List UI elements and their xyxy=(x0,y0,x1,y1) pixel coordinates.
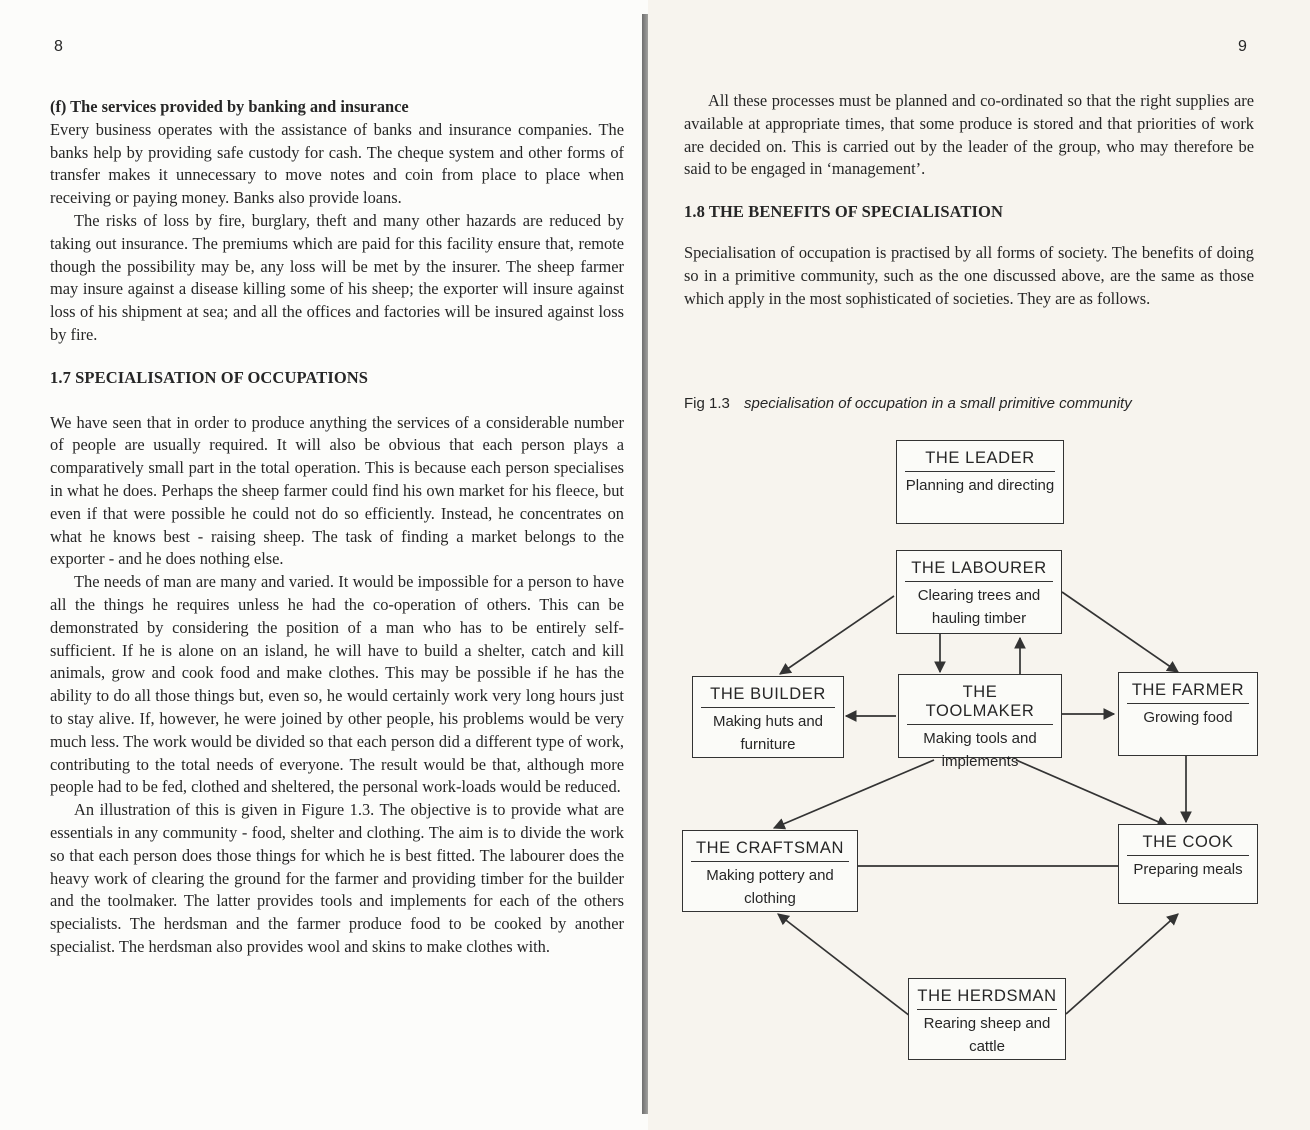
page-number-right: 9 xyxy=(1238,38,1247,55)
box-craftsman-desc: Making pottery and clothing xyxy=(706,867,834,907)
section-1-7-paragraph-2: The needs of man are many and varied. It would be impossible for a person to have all the things he requires unless he had the co-operation of others. This can be demonstrated by considering the position of a man who has to be entirely self-sufficient. If he is alone on an island, he will have to build a shelter, catch and kill animals, grow and cook food and make clothes. This may be possible if he has the ability to do all those things but, even so, he would certainly work very long hours just to stay alive. If, however, he were joined by other people, his problems would be very much less. The work would be divided so that each person did a different type of work, contributing to the total needs of everyone. The result would be that, although more people had to be fed, clothed and sheltered, the personal work-loads would be reduced. xyxy=(50,572,624,797)
box-craftsman xyxy=(682,830,858,912)
figure-label: Fig 1.3 xyxy=(684,395,730,412)
box-leader-title: THE LEADER xyxy=(905,441,1055,472)
box-builder-desc: Making huts and furniture xyxy=(712,713,824,753)
box-cook-desc: Preparing meals xyxy=(1133,861,1243,878)
box-cook-title: THE COOK xyxy=(1127,825,1249,856)
box-toolmaker xyxy=(898,674,1062,770)
section-1-8-heading: 1.8 THE BENEFITS OF SPECIALISATION xyxy=(684,202,1003,222)
box-herdsman-desc: Rearing sheep and cattle xyxy=(923,1015,1051,1055)
section-f-paragraph-2: The risks of loss by fire, burglary, theft and many other hazards are reduced by taking out insurance. The premiums which are paid for this facility ensure that, remote though the possibility may be, any loss will be met by the insurer. The sheep farmer may insure against a disease killing some of his sheep; the exporter will insure against loss of his shipment at sea; and all the offices and factories will be insured against loss by fire. xyxy=(50,210,624,344)
section-f-heading: (f) The services provided by banking and insurance xyxy=(50,97,409,116)
arrow-herdsman-to-craftsman xyxy=(778,914,910,1016)
box-herdsman xyxy=(908,978,1066,1060)
box-farmer-desc: Growing food xyxy=(1143,709,1233,726)
box-builder xyxy=(692,676,844,758)
box-leader xyxy=(896,440,1064,524)
section-1-7-heading: 1.7 SPECIALISATION OF OCCUPATIONS xyxy=(50,367,369,387)
intro-paragraph: All these processes must be planned and co-ordinated so that the right supplies are available at appropriate times, that some produce is stored and that priorities of work are decided on. This is carried out by the leader of the group, who may therefore be said to be engaged in ‘management’. xyxy=(684,91,1254,179)
arrow-herdsman-to-cook xyxy=(1066,914,1178,1014)
box-herdsman-title: THE HERDSMAN xyxy=(917,979,1057,1010)
box-farmer xyxy=(1118,672,1258,756)
right-page xyxy=(648,0,1310,1130)
box-labourer xyxy=(896,550,1062,634)
arrow-labourer-to-farmer xyxy=(1062,592,1178,672)
box-labourer-title: THE LABOURER xyxy=(905,551,1053,582)
section-1-7-paragraph-3: An illustration of this is given in Figure 1.3. The objective is to provide what are essentials in any community - food, shelter and clothing. The aim is to divide the work so that each person does those things for which he is best fitted. The labourer does the heavy work of clearing the ground for the farmer and providing timber for the builder and the toolmaker. The latter provides tools and implements for each of the others specialists. The herdsman and the farmer produce food to be cooked by another specialist. The herdsman also provides wool and skins to make clothes with. xyxy=(50,800,624,956)
box-toolmaker-desc: Making tools and implements xyxy=(923,730,1037,770)
section-1-7-paragraph-1: We have seen that in order to produce anything the services of a considerable number of people are usually required. It will also be obvious that each person plays a comparatively small part in the total operation. This is because each person specialises in what he does. Perhaps the sheep farmer could find his own market for his fleece, but even if that were possible he could not do so efficiently. Instead, he concentrates on what he knows best - raising sheep. The task of finding a market belongs to the exporter - and he does nothing else. xyxy=(50,412,624,569)
box-cook xyxy=(1118,824,1258,904)
box-labourer-desc: Clearing trees and hauling timber xyxy=(917,587,1041,627)
box-craftsman-title: THE CRAFTSMAN xyxy=(691,831,849,862)
left-page xyxy=(0,0,648,1130)
box-leader-desc: Planning and directing xyxy=(905,477,1055,494)
arrow-labourer-to-builder xyxy=(780,596,894,674)
section-f-paragraph-1: Every business operates with the assistance of banks and insurance companies. The banks help by providing safe custody for cash. The cheque system and other forms of transfer makes it unnecessary to move notes and coin from place to place when receiving or paying money. Banks also provide loans. xyxy=(50,119,624,208)
box-builder-title: THE BUILDER xyxy=(701,677,835,708)
page-number-left: 8 xyxy=(54,38,63,55)
box-farmer-title: THE FARMER xyxy=(1127,673,1249,704)
figure-title: specialisation of occupation in a small primitive community xyxy=(744,395,1132,412)
section-1-8-paragraph: Specialisation of occupation is practised by all forms of society. The benefits of doing so in a primitive community, such as the one discussed above, are the same as those which apply in the most sophisticated of societies. They are as follows. xyxy=(684,242,1254,308)
box-toolmaker-title: THE TOOLMAKER xyxy=(907,675,1053,725)
left-page-body xyxy=(50,96,624,959)
